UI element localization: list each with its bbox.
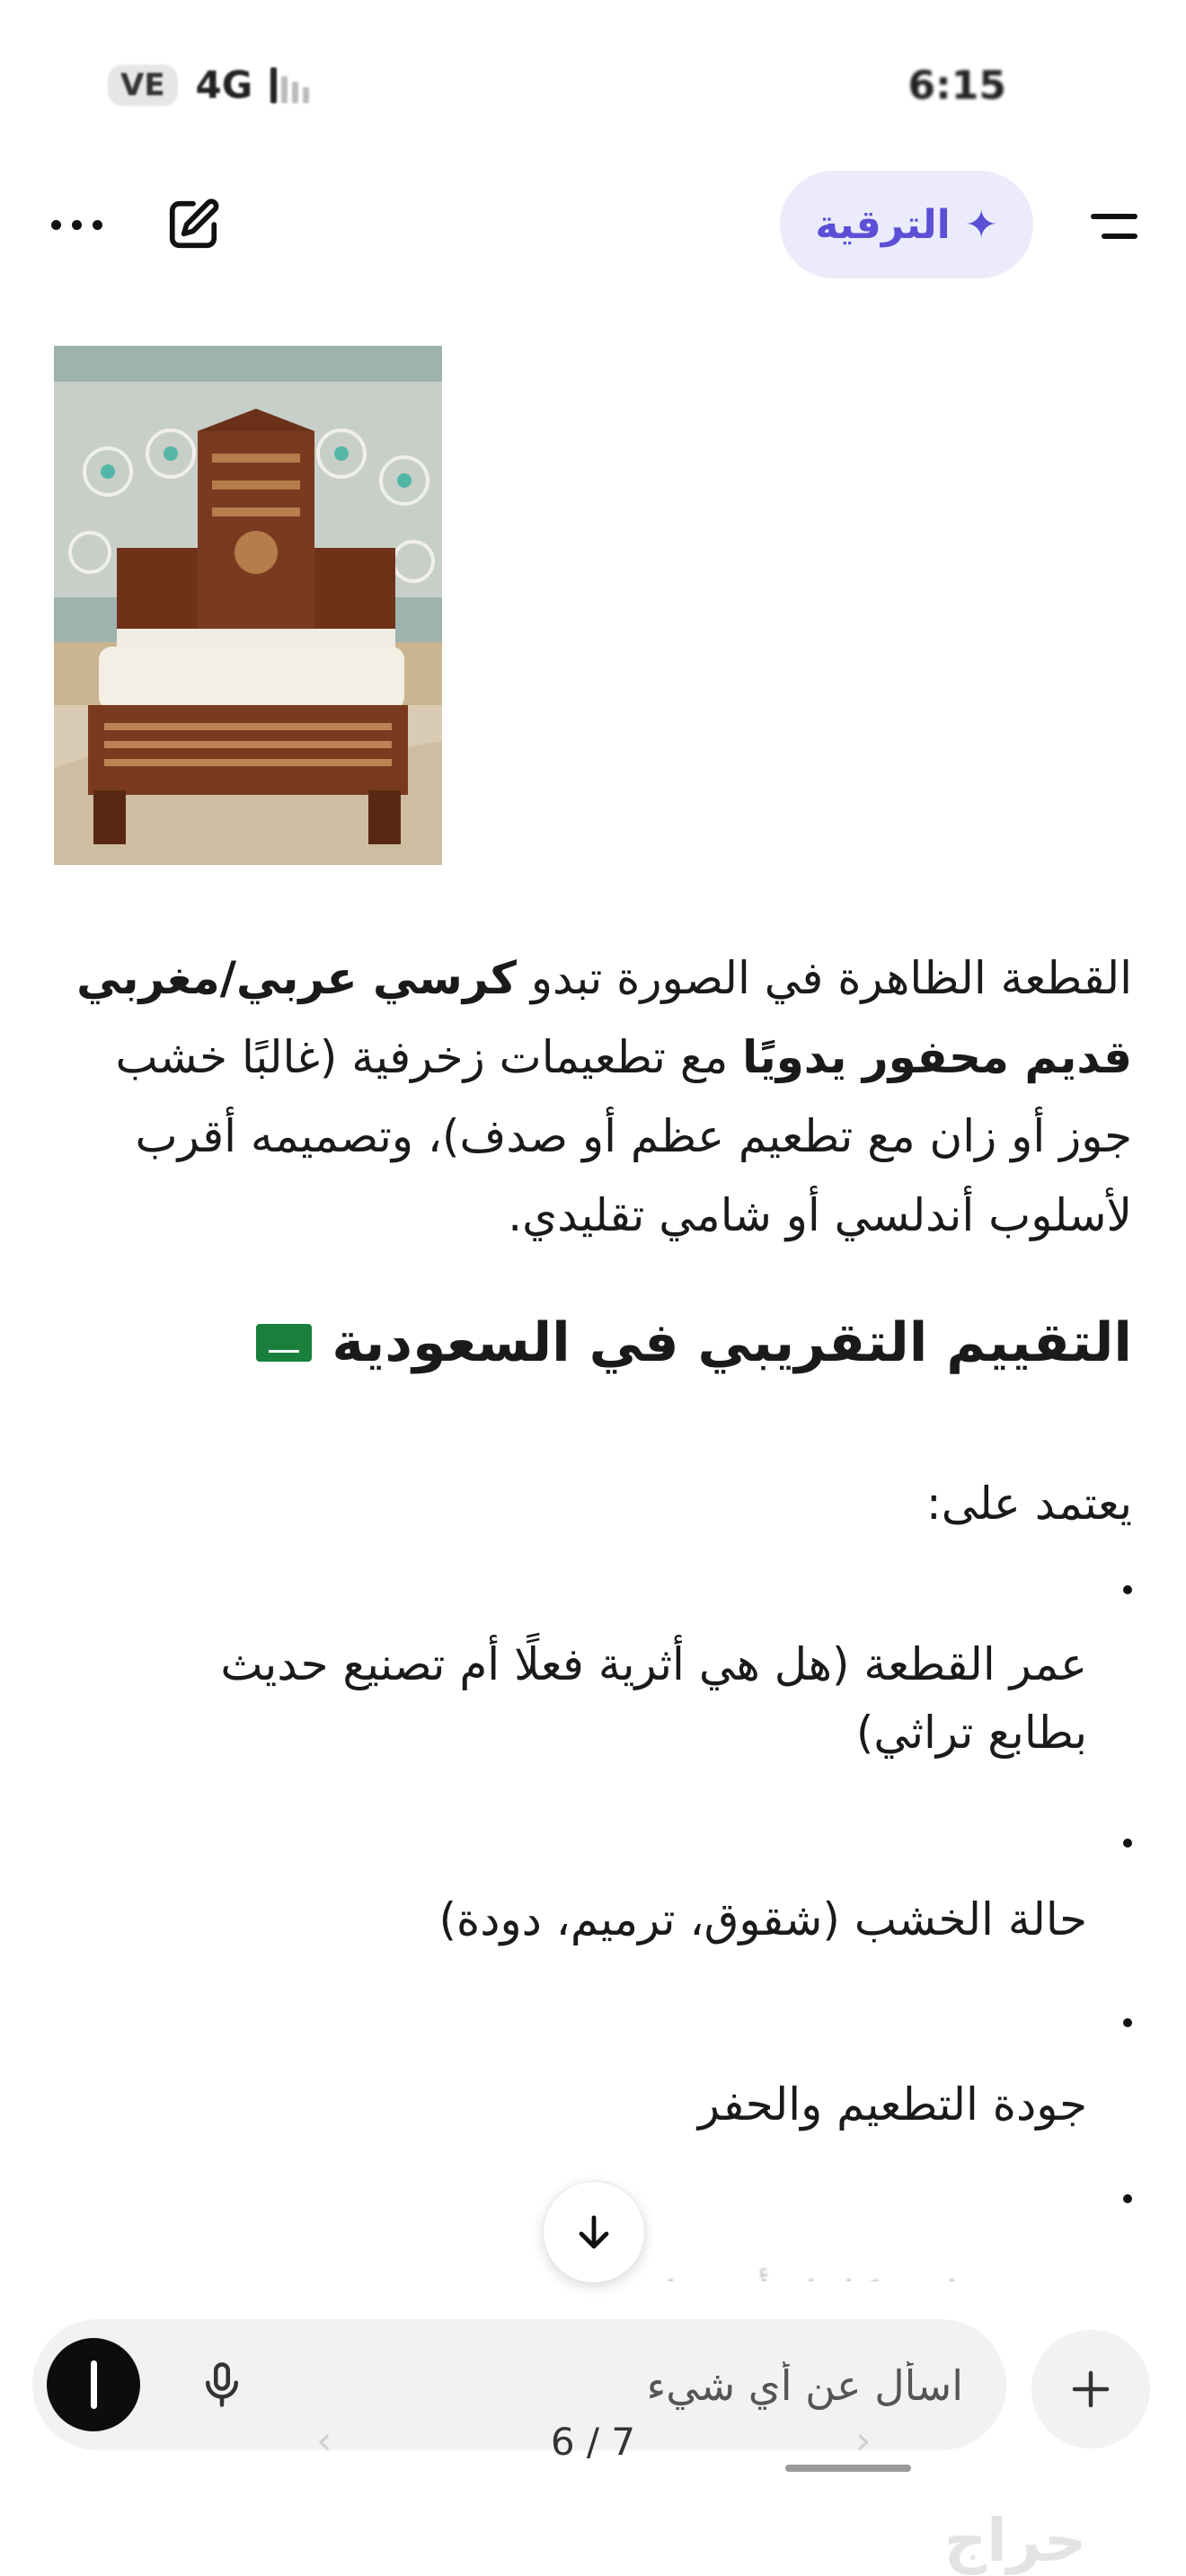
upgrade-label: الترقية — [815, 201, 951, 248]
list-item-text: عمر القطعة (هل هي أثرية فعلًا أم تصنيع حديث بطابع تراثي) — [220, 1638, 1087, 1759]
edit-icon — [165, 197, 221, 252]
gallery-prev-button[interactable]: ‹ — [316, 2418, 332, 2464]
upgrade-button[interactable] — [780, 171, 1033, 278]
status-time: 6:15 — [907, 63, 1006, 109]
list-item-text: جودة التطعيم والحفر — [697, 2078, 1087, 2130]
top-app-bar — [0, 171, 1186, 278]
assistant-message — [72, 939, 1132, 2130]
more-horizontal-icon — [51, 220, 102, 230]
gallery-next-button[interactable]: › — [855, 2418, 872, 2464]
new-chat-button[interactable] — [153, 189, 234, 260]
voice-waveform-icon — [91, 2360, 97, 2409]
intro-paragraph — [72, 939, 1132, 1255]
bullet-icon — [1123, 1585, 1132, 1594]
sparkle-icon: ✦ — [964, 201, 998, 248]
signal-icon — [270, 67, 309, 103]
bullet-icon — [1123, 1839, 1132, 1848]
chair-photo[interactable] — [54, 346, 442, 865]
more-options-button[interactable] — [36, 189, 117, 260]
network-label: VE — [108, 65, 178, 106]
home-indicator[interactable] — [785, 2465, 911, 2472]
chair-illustration — [54, 346, 442, 865]
gallery-pager: 6 / 7 — [550, 2420, 636, 2464]
menu-button[interactable] — [1075, 198, 1146, 251]
message-input[interactable] — [386, 2319, 965, 2452]
section-title — [256, 1311, 1132, 1374]
scroll-down-button[interactable] — [543, 2181, 645, 2283]
depends-label: يعتمد على: — [925, 1478, 1132, 1530]
intro-text-2: مع تطعيمات زخرفية (غالبًا خشب جوز أو زان مع تطعيم عظم أو صدف)، وتصميمه أقرب لأسلوب أندلسي أو شامي تقليدي. — [115, 1031, 1132, 1241]
add-attachment-button[interactable] — [1031, 2330, 1150, 2448]
voice-mode-button[interactable] — [47, 2338, 140, 2431]
section-title-text: التقييم التقريبي في السعودية — [332, 1311, 1132, 1374]
mic-button[interactable] — [190, 2353, 253, 2416]
arrow-down-icon — [572, 2210, 615, 2254]
microphone-icon — [198, 2359, 246, 2411]
watermark-logo: حراج — [943, 2506, 1087, 2575]
intro-text-1: القطعة الظاهرة في الصورة تبدو — [517, 952, 1132, 1004]
status-left — [108, 63, 309, 107]
network-type: 4G — [195, 63, 253, 107]
menu-icon-line — [1091, 214, 1137, 219]
bullet-icon — [1123, 2194, 1132, 2203]
plus-icon — [1067, 2365, 1115, 2413]
menu-icon-line — [1102, 234, 1137, 239]
intro-bold: كرسي عربي/مغربي قديم محفور يدويًا — [76, 952, 1132, 1083]
bullet-icon — [1123, 2018, 1132, 2027]
status-bar — [0, 54, 1186, 117]
list-item-text: حالة الخشب (شقوق، ترميم، دودة) — [438, 1893, 1087, 1945]
saudi-flag-icon — [256, 1324, 312, 1362]
